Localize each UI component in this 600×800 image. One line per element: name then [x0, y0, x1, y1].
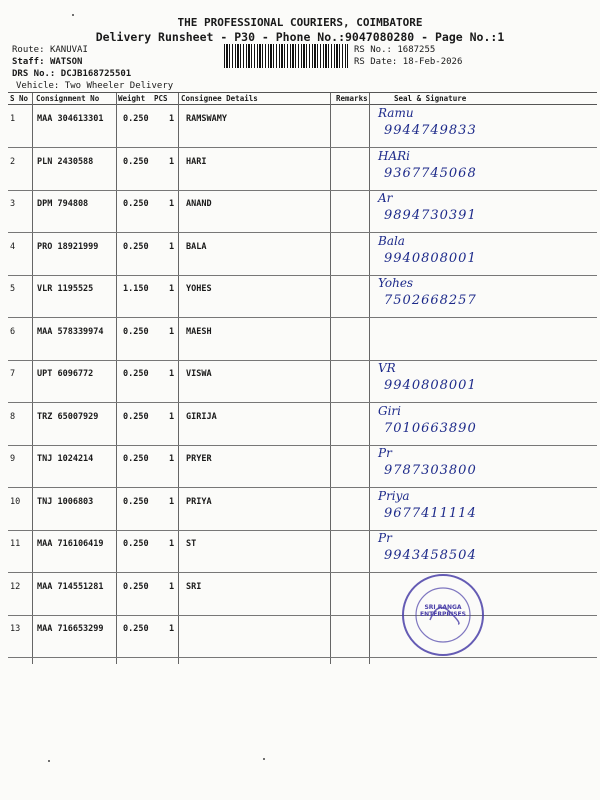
- signature: Pr: [378, 531, 392, 545]
- table-row: [8, 615, 597, 658]
- staff-line: [12, 56, 82, 68]
- table-row: [8, 275, 597, 318]
- weight-value: 0.250: [123, 624, 149, 634]
- table-row: [8, 190, 597, 233]
- runsheet-subtitle: Delivery Runsheet - P30 - Phone No.:9047080280 - Page No.:1: [95, 30, 505, 44]
- col-weight: Weight: [118, 94, 146, 103]
- col-consignee: Consignee Details: [181, 94, 258, 103]
- row-serial: 3: [10, 199, 16, 209]
- consignment-number: MAA 304613301: [37, 114, 104, 124]
- table-row: [8, 488, 597, 531]
- weight-value: 0.250: [123, 369, 149, 379]
- consignee-name: VISWA: [186, 369, 212, 379]
- table-row: [8, 318, 597, 361]
- pieces-count: 1: [169, 199, 175, 209]
- signature: HARi: [378, 148, 411, 163]
- pieces-count: 1: [169, 454, 175, 464]
- pieces-count: 1: [169, 241, 175, 252]
- consignment-number: VLR 1195525: [37, 284, 94, 294]
- row-serial: 10: [10, 496, 21, 507]
- consignment-number: MAA 578339974: [37, 326, 104, 337]
- col-sno: S No: [10, 94, 29, 103]
- route-line: [12, 44, 88, 56]
- row-serial: 11: [10, 539, 21, 549]
- handwritten-phone: 9787303800: [384, 463, 477, 478]
- consignment-number: DPM 794808: [37, 199, 89, 209]
- table-row: [8, 105, 597, 148]
- consignee-name: BALA: [186, 241, 207, 252]
- consignee-name: ST: [186, 539, 197, 549]
- seal-signature-cell: [376, 445, 576, 488]
- seal-signature-cell: [376, 190, 576, 233]
- handwritten-phone: 9940808001: [384, 378, 477, 393]
- pieces-count: 1: [169, 369, 175, 379]
- handwritten-phone: 9894730391: [384, 208, 477, 223]
- col-consignment: Consignment No: [36, 94, 100, 103]
- table-row: [8, 403, 597, 446]
- company-title: THE PROFESSIONAL COURIERS, COIMBATORE: [177, 16, 423, 29]
- pieces-count: 1: [169, 284, 175, 294]
- row-serial: 5: [10, 284, 16, 294]
- speck: [263, 758, 265, 760]
- speck: [72, 14, 74, 16]
- row-serial: 12: [10, 581, 21, 592]
- consignment-number: TNJ 1024214: [37, 454, 94, 464]
- consignment-number: MAA 714551281: [37, 581, 104, 592]
- col-seal: Seal & Signature: [394, 94, 467, 103]
- consignee-name: YOHES: [186, 284, 212, 294]
- weight-value: 1.150: [123, 284, 149, 294]
- col-remarks: Remarks: [336, 94, 368, 103]
- weight-value: 0.250: [123, 199, 149, 209]
- row-serial: 8: [10, 411, 16, 422]
- consignee-name: ANAND: [186, 199, 212, 209]
- consignment-number: UPT 6096772: [37, 369, 94, 379]
- handwritten-phone: 9677411114: [384, 505, 477, 521]
- signature: Bala: [378, 233, 405, 248]
- table-row: [8, 148, 597, 191]
- consignment-number: MAA 716653299: [37, 624, 104, 634]
- row-serial: 1: [10, 114, 16, 124]
- seal-signature-cell: [376, 530, 576, 573]
- consignee-name: PRYER: [186, 454, 212, 464]
- consignee-name: PRIYA: [186, 496, 212, 507]
- consignee-name: GIRIJA: [186, 411, 217, 422]
- signature: Pr: [378, 446, 392, 460]
- drs-line: [12, 68, 131, 80]
- pieces-count: 1: [169, 624, 175, 634]
- handwritten-phone: 7010663890: [384, 420, 477, 436]
- row-divider: [8, 657, 597, 658]
- table-row: [8, 445, 597, 488]
- rs-no-line: [354, 44, 435, 56]
- seal-signature-cell: [376, 105, 576, 148]
- handwritten-phone: 9940808001: [384, 250, 477, 266]
- consignee-name: SRI: [186, 581, 202, 592]
- handwritten-phone: 9943458504: [384, 548, 477, 563]
- seal-signature-cell: [376, 488, 576, 531]
- consignment-number: PRO 18921999: [37, 241, 99, 252]
- vehicle-line: [16, 80, 173, 92]
- pieces-count: 1: [169, 326, 175, 337]
- seal-signature-cell: [376, 148, 576, 191]
- rs-date-value: 18-Feb-2026: [402, 57, 463, 67]
- vehicle-label: Vehicle:: [16, 81, 60, 91]
- signature: Priya: [378, 488, 410, 503]
- row-serial: 7: [10, 369, 16, 379]
- route-value: KANUVAI: [49, 45, 88, 55]
- consignment-number: MAA 716106419: [37, 539, 104, 549]
- table-row: [8, 233, 597, 276]
- col-pcs: PCS: [154, 94, 168, 103]
- handwritten-phone: 7502668257: [384, 293, 477, 308]
- weight-value: 0.250: [123, 156, 149, 167]
- signature: Yohes: [378, 276, 414, 290]
- weight-value: 0.250: [123, 496, 149, 507]
- consignee-name: RAMSWAMY: [186, 114, 227, 124]
- pieces-count: 1: [169, 156, 175, 167]
- rs-no-label: RS No.:: [354, 45, 392, 55]
- pieces-count: 1: [169, 114, 175, 124]
- weight-value: 0.250: [123, 454, 149, 464]
- weight-value: 0.250: [123, 411, 149, 422]
- signature: Giri: [378, 403, 401, 418]
- consignee-name: HARI: [186, 156, 207, 167]
- pieces-count: 1: [169, 411, 175, 422]
- consignee-name: MAESH: [186, 326, 212, 337]
- seal-signature-cell: [376, 275, 576, 318]
- handwritten-phone: 9367745068: [384, 165, 477, 181]
- pieces-count: 1: [169, 496, 175, 507]
- speck: [48, 760, 50, 762]
- rs-date-line: [354, 56, 462, 68]
- rs-date-label: RS Date:: [354, 57, 398, 67]
- table-row: [8, 360, 597, 403]
- drs-label: DRS No.:: [12, 69, 56, 79]
- pieces-count: 1: [169, 581, 175, 592]
- staff-label: Staff:: [12, 57, 45, 67]
- seal-signature-cell: [376, 318, 576, 361]
- signature: VR: [378, 361, 396, 375]
- vehicle-value: Two Wheeler Delivery: [64, 81, 174, 91]
- table-top-rule: [8, 92, 597, 93]
- weight-value: 0.250: [123, 241, 149, 252]
- rs-no-value: 1687255: [397, 45, 436, 55]
- row-serial: 9: [10, 454, 16, 464]
- consignment-number: TNJ 1006803: [37, 496, 94, 507]
- stamp-text: SRI RANGA ENTERPRISES: [420, 604, 466, 618]
- row-serial: 4: [10, 241, 16, 252]
- weight-value: 0.250: [123, 114, 149, 124]
- weight-value: 0.250: [123, 326, 149, 337]
- row-serial: 2: [10, 156, 16, 167]
- consignment-number: TRZ 65007929: [37, 411, 99, 422]
- row-serial: 6: [10, 326, 16, 337]
- weight-value: 0.250: [123, 581, 149, 592]
- drs-value: DCJB168725501: [60, 69, 132, 79]
- consignment-number: PLN 2430588: [37, 156, 94, 167]
- signature: Ramu: [378, 106, 414, 120]
- weight-value: 0.250: [123, 539, 149, 549]
- pieces-count: 1: [169, 539, 175, 549]
- table-row: [8, 573, 597, 616]
- route-label: Route:: [12, 45, 45, 55]
- staff-value: WATSON: [49, 57, 83, 67]
- seal-signature-cell: [376, 403, 576, 446]
- row-serial: 13: [10, 624, 21, 634]
- signature: Ar: [378, 191, 393, 205]
- table-row: [8, 530, 597, 573]
- handwritten-phone: 9944749833: [384, 123, 477, 138]
- seal-signature-cell: [376, 360, 576, 403]
- seal-signature-cell: [376, 233, 576, 276]
- barcode: [224, 44, 348, 68]
